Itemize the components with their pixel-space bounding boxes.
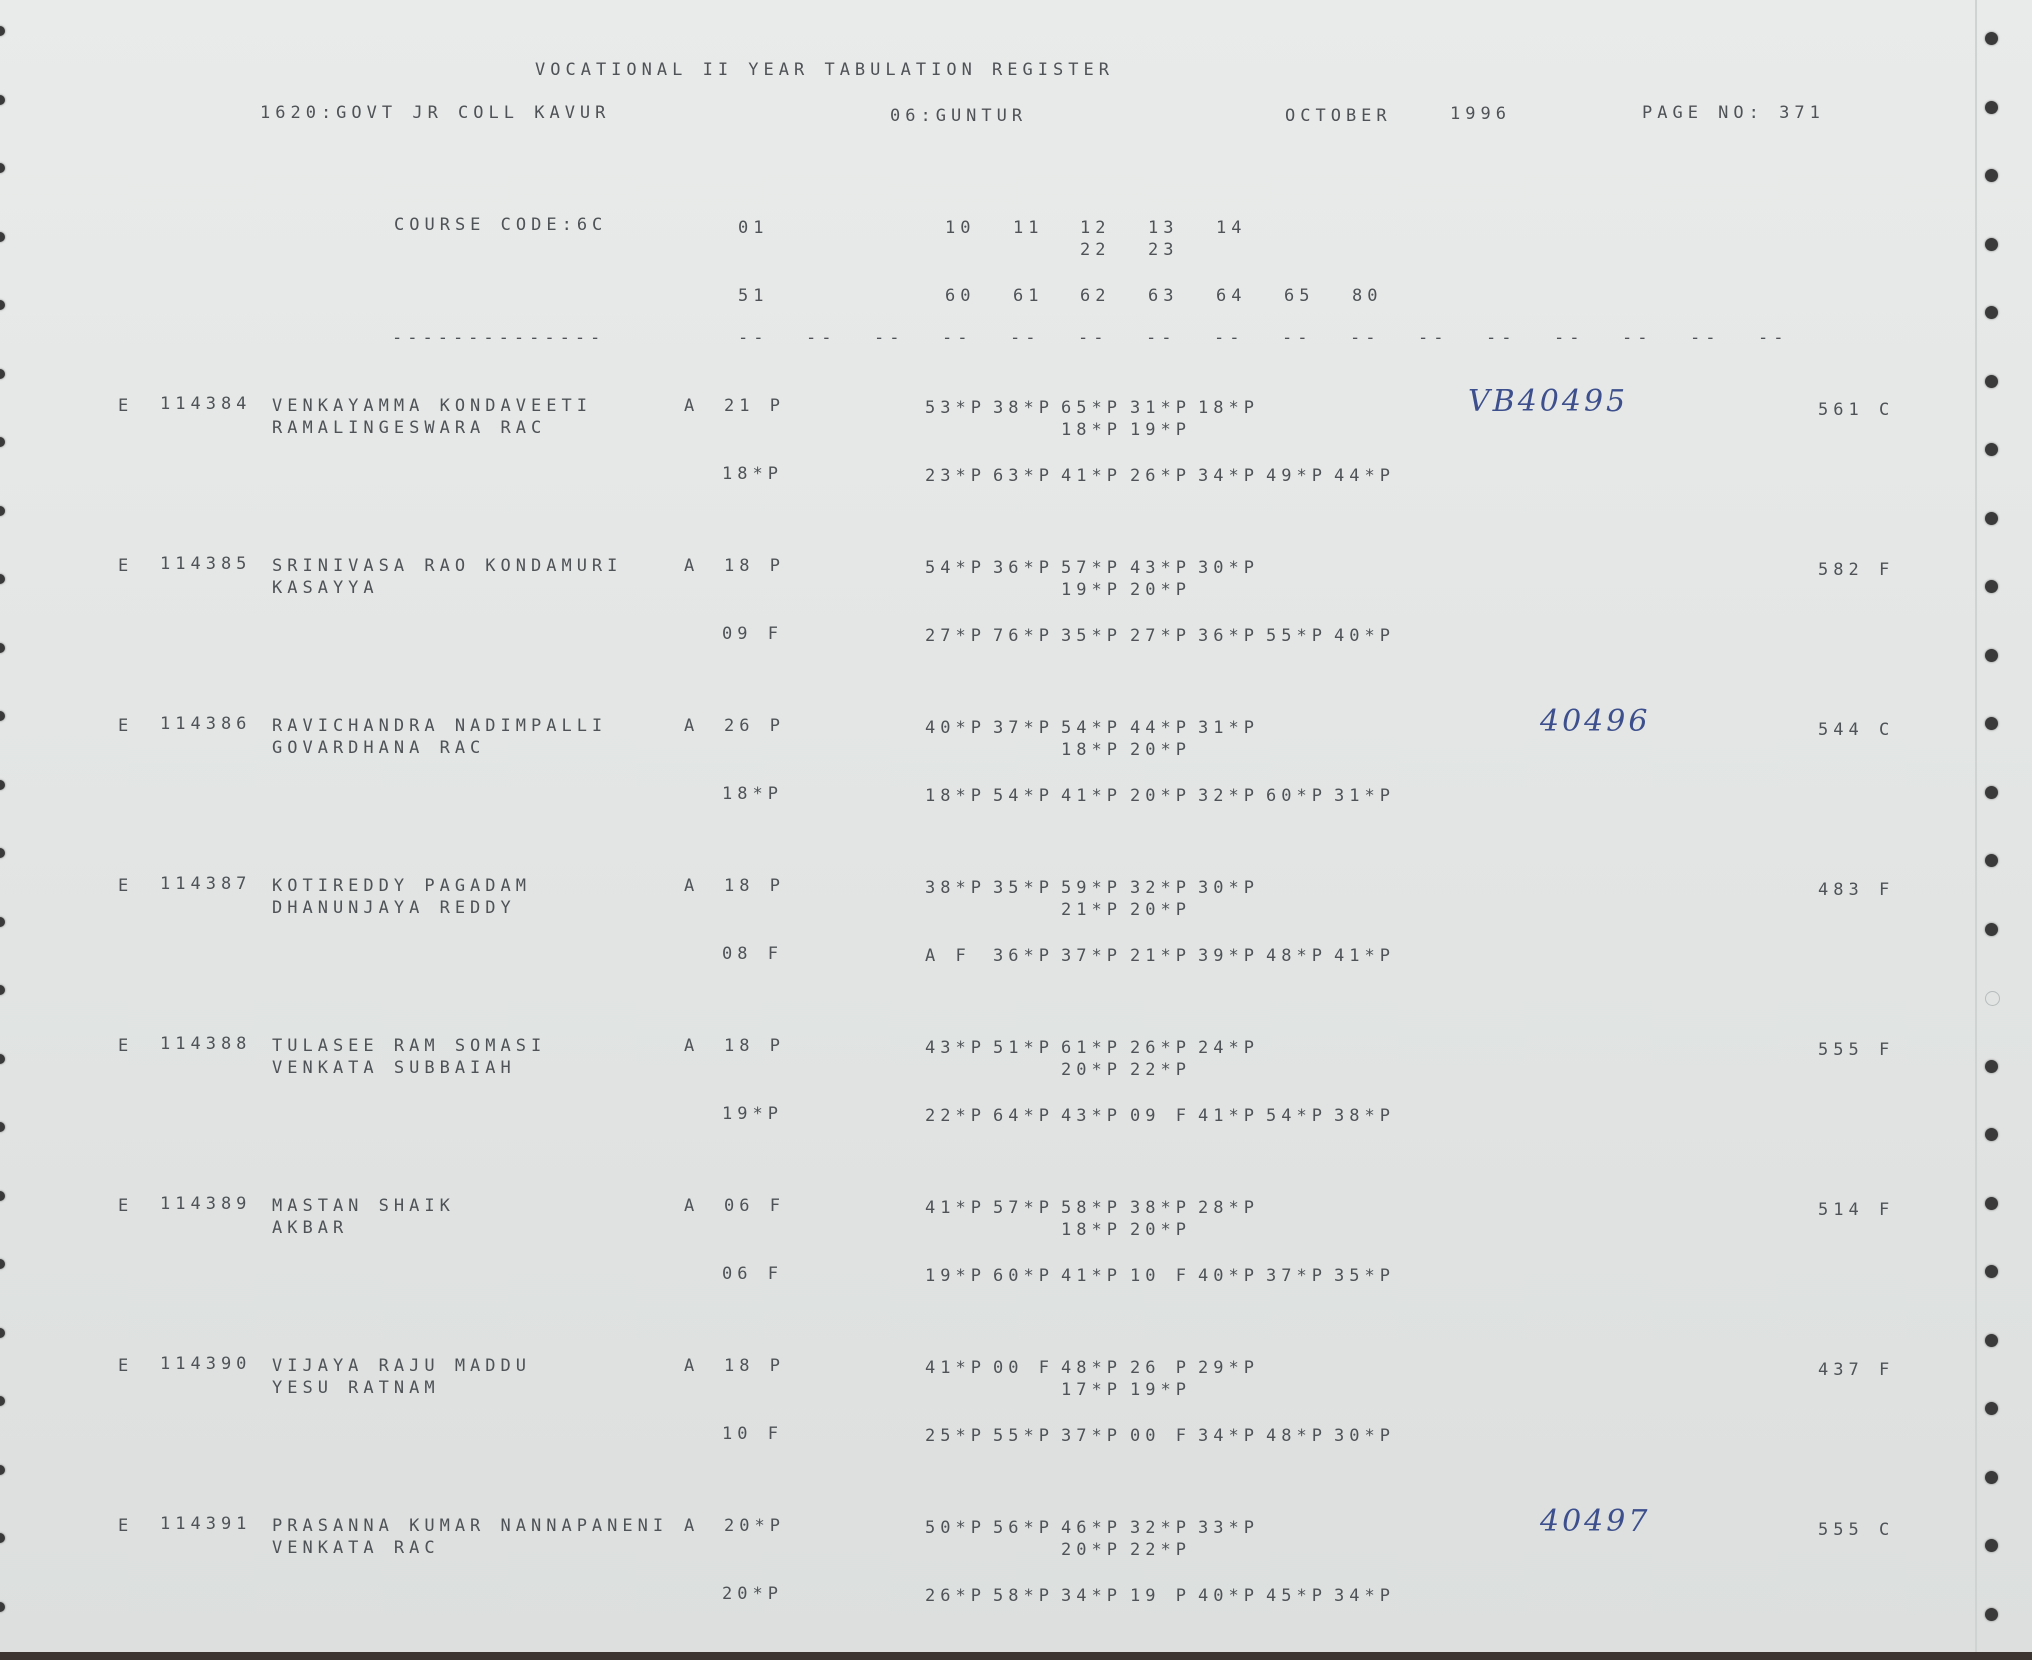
roll-number: 114384	[160, 394, 252, 414]
entry-prefix: E	[118, 876, 134, 896]
subject-mark: 19 P	[1130, 1586, 1191, 1606]
subject-mark: 34*P	[1061, 1586, 1122, 1606]
subject-mark: 38*P	[1334, 1106, 1395, 1126]
subject-mark: 28*P	[1198, 1198, 1259, 1218]
student-name: VIJAYA RAJU MADDU	[272, 1356, 531, 1376]
subject-mark-sub: 20*P	[1130, 580, 1191, 600]
subject-mark: 41*P	[1061, 1266, 1122, 1286]
medium-code: A	[684, 716, 700, 736]
feed-hole	[1985, 991, 2000, 1006]
subject-mark: 34*P	[1334, 1586, 1395, 1606]
subject-mark-sub: 20*P	[1130, 740, 1191, 760]
student-name: TULASEE RAM SOMASI	[272, 1036, 547, 1056]
subject-mark: 36*P	[993, 946, 1054, 966]
entry-prefix: E	[118, 396, 134, 416]
course-code-label: COURSE CODE:6C	[394, 215, 608, 235]
student-name: KOTIREDDY PAGADAM	[272, 876, 531, 896]
medium-code: A	[684, 1196, 700, 1216]
second-year-mark: 08 F	[722, 944, 783, 964]
column-dash: --	[806, 328, 837, 348]
subject-code: 13	[1148, 218, 1179, 238]
subject-mark-sub: 20*P	[1130, 1220, 1191, 1240]
subject-mark: 37*P	[1061, 1426, 1122, 1446]
subject-mark: 60*P	[993, 1266, 1054, 1286]
subject-mark: 56*P	[993, 1518, 1054, 1538]
subject-mark: 19*P	[925, 1266, 986, 1286]
subject-mark: 40*P	[1198, 1586, 1259, 1606]
subject-mark: 41*P	[925, 1358, 986, 1378]
subject-mark: 63*P	[993, 466, 1054, 486]
subject-mark: 27*P	[1130, 626, 1191, 646]
subject-code: 60	[945, 286, 976, 306]
total-result: 555 C	[1818, 1520, 1895, 1540]
subject-mark: 40*P	[925, 718, 986, 738]
subject-mark: 23*P	[925, 466, 986, 486]
parent-name: AKBAR	[272, 1218, 349, 1238]
total-result: 437 F	[1818, 1360, 1895, 1380]
subject-mark: 32*P	[1130, 1518, 1191, 1538]
feed-hole-left	[0, 780, 5, 790]
subject-mark: 40*P	[1198, 1266, 1259, 1286]
subject-mark-sub: 19*P	[1130, 1380, 1191, 1400]
subject-mark: 31*P	[1198, 718, 1259, 738]
subject-mark: 22*P	[925, 1106, 986, 1126]
feed-hole-left	[0, 1328, 5, 1338]
subject-mark: 55*P	[993, 1426, 1054, 1446]
second-year-mark: 18*P	[722, 464, 783, 484]
feed-hole	[1985, 1471, 1998, 1484]
subject-code: 14	[1216, 218, 1247, 238]
subject-mark: 41*P	[925, 1198, 986, 1218]
subject-mark: 34*P	[1198, 1426, 1259, 1446]
subject-mark: 76*P	[993, 626, 1054, 646]
entry-prefix: E	[118, 556, 134, 576]
subject-code: 51	[738, 286, 769, 306]
entry-prefix: E	[118, 1356, 134, 1376]
parent-name: VENKATA SUBBAIAH	[272, 1058, 516, 1078]
subject-mark: 34*P	[1198, 466, 1259, 486]
roll-number: 114385	[160, 554, 252, 574]
subject-mark: 60*P	[1266, 786, 1327, 806]
column-dash: --	[1486, 328, 1517, 348]
feed-hole-left	[0, 300, 5, 310]
feed-hole-left	[0, 848, 5, 858]
subject-mark: 38*P	[1130, 1198, 1191, 1218]
medium-code: A	[684, 876, 700, 896]
feed-hole	[1985, 1539, 1998, 1552]
subject-code: 01	[738, 218, 769, 238]
feed-hole	[1985, 1197, 1998, 1210]
subject-mark: 61*P	[1061, 1038, 1122, 1058]
subject-mark: 31*P	[1130, 398, 1191, 418]
subject-code: 61	[1013, 286, 1044, 306]
subject-mark: 21*P	[1130, 946, 1191, 966]
subject-mark-sub: 22*P	[1130, 1060, 1191, 1080]
feed-hole-left	[0, 1122, 5, 1132]
subject-mark: 38*P	[993, 398, 1054, 418]
column-dash: --	[1010, 328, 1041, 348]
column-dash: --	[738, 328, 769, 348]
subject-mark: 49*P	[1266, 466, 1327, 486]
roll-number: 114389	[160, 1194, 252, 1214]
exam-year: 1996	[1450, 104, 1511, 124]
feed-hole	[1985, 923, 1998, 936]
subject-mark: 35*P	[993, 878, 1054, 898]
roll-number: 114388	[160, 1034, 252, 1054]
subject-mark: 32*P	[1130, 878, 1191, 898]
subject-mark: 31*P	[1334, 786, 1395, 806]
student-name: RAVICHANDRA NADIMPALLI	[272, 716, 608, 736]
first-year-mark: 18 P	[724, 556, 785, 576]
feed-hole-left	[0, 26, 5, 36]
subject-mark-sub: 22*P	[1130, 1540, 1191, 1560]
subject-mark-sub: 21*P	[1061, 900, 1122, 920]
parent-name: VENKATA RAC	[272, 1538, 440, 1558]
feed-hole	[1985, 443, 1998, 456]
subject-mark: 50*P	[925, 1518, 986, 1538]
subject-mark: 41*P	[1334, 946, 1395, 966]
subject-mark: 18*P	[1198, 398, 1259, 418]
handwritten-number: VB40495	[1468, 384, 1629, 419]
roll-number: 114386	[160, 714, 252, 734]
subject-mark: 43*P	[1130, 558, 1191, 578]
subject-mark: 29*P	[1198, 1358, 1259, 1378]
subject-mark: 18*P	[925, 786, 986, 806]
subject-code: 80	[1352, 286, 1383, 306]
subject-code: 63	[1148, 286, 1179, 306]
subject-mark: 26*P	[925, 1586, 986, 1606]
entry-prefix: E	[118, 1196, 134, 1216]
subject-code-sub: 22	[1080, 240, 1111, 260]
subject-mark: 37*P	[1061, 946, 1122, 966]
subject-code: 65	[1284, 286, 1315, 306]
subject-mark: 36*P	[993, 558, 1054, 578]
parent-name: YESU RATNAM	[272, 1378, 440, 1398]
college-name: 1620:GOVT JR COLL KAVUR	[260, 103, 611, 123]
subject-mark: 33*P	[1198, 1518, 1259, 1538]
subject-code-sub: 23	[1148, 240, 1179, 260]
total-result: 561 C	[1818, 400, 1895, 420]
subject-mark: 65*P	[1061, 398, 1122, 418]
subject-mark: 30*P	[1198, 878, 1259, 898]
first-year-mark: 18 P	[724, 876, 785, 896]
subject-mark-sub: 17*P	[1061, 1380, 1122, 1400]
subject-mark: 43*P	[925, 1038, 986, 1058]
exam-month: OCTOBER	[1285, 106, 1392, 126]
subject-mark: 43*P	[1061, 1106, 1122, 1126]
subject-mark: 58*P	[993, 1586, 1054, 1606]
entry-prefix: E	[118, 1036, 134, 1056]
subject-mark-sub: 20*P	[1130, 900, 1191, 920]
first-year-mark: 06 F	[724, 1196, 785, 1216]
total-result: 514 F	[1818, 1200, 1895, 1220]
subject-mark: 32*P	[1198, 786, 1259, 806]
subject-mark-sub: 20*P	[1061, 1060, 1122, 1080]
subject-code: 62	[1080, 286, 1111, 306]
subject-mark: 44*P	[1334, 466, 1395, 486]
subject-mark: 55*P	[1266, 626, 1327, 646]
header-rule: --------------	[392, 328, 606, 348]
feed-hole-left	[0, 506, 5, 516]
first-year-mark: 21 P	[724, 396, 785, 416]
student-name: PRASANNA KUMAR NANNAPANENI	[272, 1516, 669, 1536]
subject-mark: 45*P	[1266, 1586, 1327, 1606]
subject-mark: A F	[925, 946, 971, 966]
feed-hole-left	[0, 1054, 5, 1064]
entry-prefix: E	[118, 1516, 134, 1536]
total-result: 483 F	[1818, 880, 1895, 900]
subject-mark: 57*P	[993, 1198, 1054, 1218]
subject-mark-sub: 18*P	[1061, 740, 1122, 760]
total-result: 582 F	[1818, 560, 1895, 580]
feed-hole-left	[0, 1602, 5, 1612]
feed-hole	[1985, 1128, 1998, 1141]
feed-hole-left	[0, 1396, 5, 1406]
second-year-mark: 18*P	[722, 784, 783, 804]
feed-hole	[1985, 649, 1998, 662]
entry-prefix: E	[118, 716, 134, 736]
subject-mark: 38*P	[925, 878, 986, 898]
subject-mark: 40*P	[1334, 626, 1395, 646]
subject-mark: 37*P	[1266, 1266, 1327, 1286]
handwritten-number: 40497	[1540, 1504, 1651, 1539]
district-name: 06:GUNTUR	[890, 106, 1028, 126]
subject-mark: 35*P	[1334, 1266, 1395, 1286]
feed-hole	[1985, 1334, 1998, 1347]
subject-mark: 09 F	[1130, 1106, 1191, 1126]
feed-hole	[1985, 1608, 1998, 1621]
subject-mark: 10 F	[1130, 1266, 1191, 1286]
first-year-mark: 18 P	[724, 1356, 785, 1376]
subject-mark: 54*P	[1061, 718, 1122, 738]
feed-hole	[1985, 854, 1998, 867]
medium-code: A	[684, 1356, 700, 1376]
handwritten-number: 40496	[1540, 704, 1651, 739]
feed-hole	[1985, 32, 1998, 45]
feed-hole-left	[0, 163, 5, 173]
feed-hole-left	[0, 711, 5, 721]
column-dash: --	[1554, 328, 1585, 348]
feed-hole-left	[0, 917, 5, 927]
subject-mark: 30*P	[1198, 558, 1259, 578]
column-dash: --	[874, 328, 905, 348]
subject-code: 12	[1080, 218, 1111, 238]
subject-mark: 51*P	[993, 1038, 1054, 1058]
student-name: MASTAN SHAIK	[272, 1196, 455, 1216]
feed-hole-left	[0, 1259, 5, 1269]
first-year-mark: 18 P	[724, 1036, 785, 1056]
subject-mark: 46*P	[1061, 1518, 1122, 1538]
parent-name: KASAYYA	[272, 578, 379, 598]
subject-code: 64	[1216, 286, 1247, 306]
second-year-mark: 09 F	[722, 624, 783, 644]
second-year-mark: 20*P	[722, 1584, 783, 1604]
subject-mark: 48*P	[1061, 1358, 1122, 1378]
tractor-feed-perforation	[1975, 0, 1977, 1652]
feed-hole	[1985, 169, 1998, 182]
subject-mark: 20*P	[1130, 786, 1191, 806]
subject-mark: 00 F	[1130, 1426, 1191, 1446]
subject-mark: 57*P	[1061, 558, 1122, 578]
feed-hole	[1985, 306, 1998, 319]
feed-hole	[1985, 1060, 1998, 1073]
subject-mark: 36*P	[1198, 626, 1259, 646]
feed-hole	[1985, 101, 1998, 114]
subject-mark: 58*P	[1061, 1198, 1122, 1218]
column-dash: --	[1146, 328, 1177, 348]
roll-number: 114390	[160, 1354, 252, 1374]
subject-mark-sub: 18*P	[1061, 1220, 1122, 1240]
feed-hole	[1985, 580, 1998, 593]
feed-hole-left	[0, 574, 5, 584]
column-dash: --	[1690, 328, 1721, 348]
subject-mark: 41*P	[1198, 1106, 1259, 1126]
feed-hole-left	[0, 232, 5, 242]
medium-code: A	[684, 1036, 700, 1056]
second-year-mark: 19*P	[722, 1104, 783, 1124]
page-number: PAGE NO: 371	[1642, 103, 1825, 123]
parent-name: DHANUNJAYA REDDY	[272, 898, 516, 918]
subject-mark: 26*P	[1130, 1038, 1191, 1058]
parent-name: RAMALINGESWARA RAC	[272, 418, 547, 438]
first-year-mark: 20*P	[724, 1516, 785, 1536]
subject-code: 11	[1013, 218, 1044, 238]
second-year-mark: 10 F	[722, 1424, 783, 1444]
subject-mark: 39*P	[1198, 946, 1259, 966]
feed-hole	[1985, 238, 1998, 251]
feed-hole-left	[0, 985, 5, 995]
column-dash: --	[1622, 328, 1653, 348]
feed-hole	[1985, 512, 1998, 525]
column-dash: --	[1214, 328, 1245, 348]
subject-code: 10	[945, 218, 976, 238]
roll-number: 114387	[160, 874, 252, 894]
subject-mark: 37*P	[993, 718, 1054, 738]
feed-hole-left	[0, 1465, 5, 1475]
subject-mark: 41*P	[1061, 786, 1122, 806]
subject-mark: 30*P	[1334, 1426, 1395, 1446]
feed-hole-left	[0, 1191, 5, 1201]
column-dash: --	[942, 328, 973, 348]
subject-mark-sub: 20*P	[1061, 1540, 1122, 1560]
subject-mark: 48*P	[1266, 1426, 1327, 1446]
medium-code: A	[684, 396, 700, 416]
feed-hole	[1985, 786, 1998, 799]
subject-mark: 54*P	[925, 558, 986, 578]
feed-hole	[1985, 1265, 1998, 1278]
subject-mark: 00 F	[993, 1358, 1054, 1378]
subject-mark: 24*P	[1198, 1038, 1259, 1058]
feed-hole-left	[0, 95, 5, 105]
student-name: VENKAYAMMA KONDAVEETI	[272, 396, 592, 416]
student-name: SRINIVASA RAO KONDAMURI	[272, 556, 623, 576]
subject-mark: 26 P	[1130, 1358, 1191, 1378]
first-year-mark: 26 P	[724, 716, 785, 736]
roll-number: 114391	[160, 1514, 252, 1534]
subject-mark: 25*P	[925, 1426, 986, 1446]
subject-mark: 54*P	[1266, 1106, 1327, 1126]
subject-mark: 59*P	[1061, 878, 1122, 898]
medium-code: A	[684, 1516, 700, 1536]
subject-mark: 64*P	[993, 1106, 1054, 1126]
subject-mark: 27*P	[925, 626, 986, 646]
column-dash: --	[1078, 328, 1109, 348]
subject-mark: 53*P	[925, 398, 986, 418]
subject-mark-sub: 19*P	[1061, 580, 1122, 600]
column-dash: --	[1282, 328, 1313, 348]
feed-hole	[1985, 375, 1998, 388]
subject-mark: 41*P	[1061, 466, 1122, 486]
subject-mark-sub: 18*P	[1061, 420, 1122, 440]
column-dash: --	[1418, 328, 1449, 348]
second-year-mark: 06 F	[722, 1264, 783, 1284]
subject-mark-sub: 19*P	[1130, 420, 1191, 440]
feed-hole-left	[0, 643, 5, 653]
register-title: VOCATIONAL II YEAR TABULATION REGISTER	[535, 60, 1114, 80]
column-dash: --	[1758, 328, 1789, 348]
column-dash: --	[1350, 328, 1381, 348]
medium-code: A	[684, 556, 700, 576]
total-result: 544 C	[1818, 720, 1895, 740]
subject-mark: 35*P	[1061, 626, 1122, 646]
subject-mark: 44*P	[1130, 718, 1191, 738]
feed-hole	[1985, 717, 1998, 730]
feed-hole-left	[0, 1533, 5, 1543]
subject-mark: 54*P	[993, 786, 1054, 806]
parent-name: GOVARDHANA RAC	[272, 738, 486, 758]
feed-hole-left	[0, 437, 5, 447]
feed-hole	[1985, 1402, 1998, 1415]
total-result: 555 F	[1818, 1040, 1895, 1060]
feed-hole-left	[0, 369, 5, 379]
subject-mark: 48*P	[1266, 946, 1327, 966]
subject-mark: 26*P	[1130, 466, 1191, 486]
